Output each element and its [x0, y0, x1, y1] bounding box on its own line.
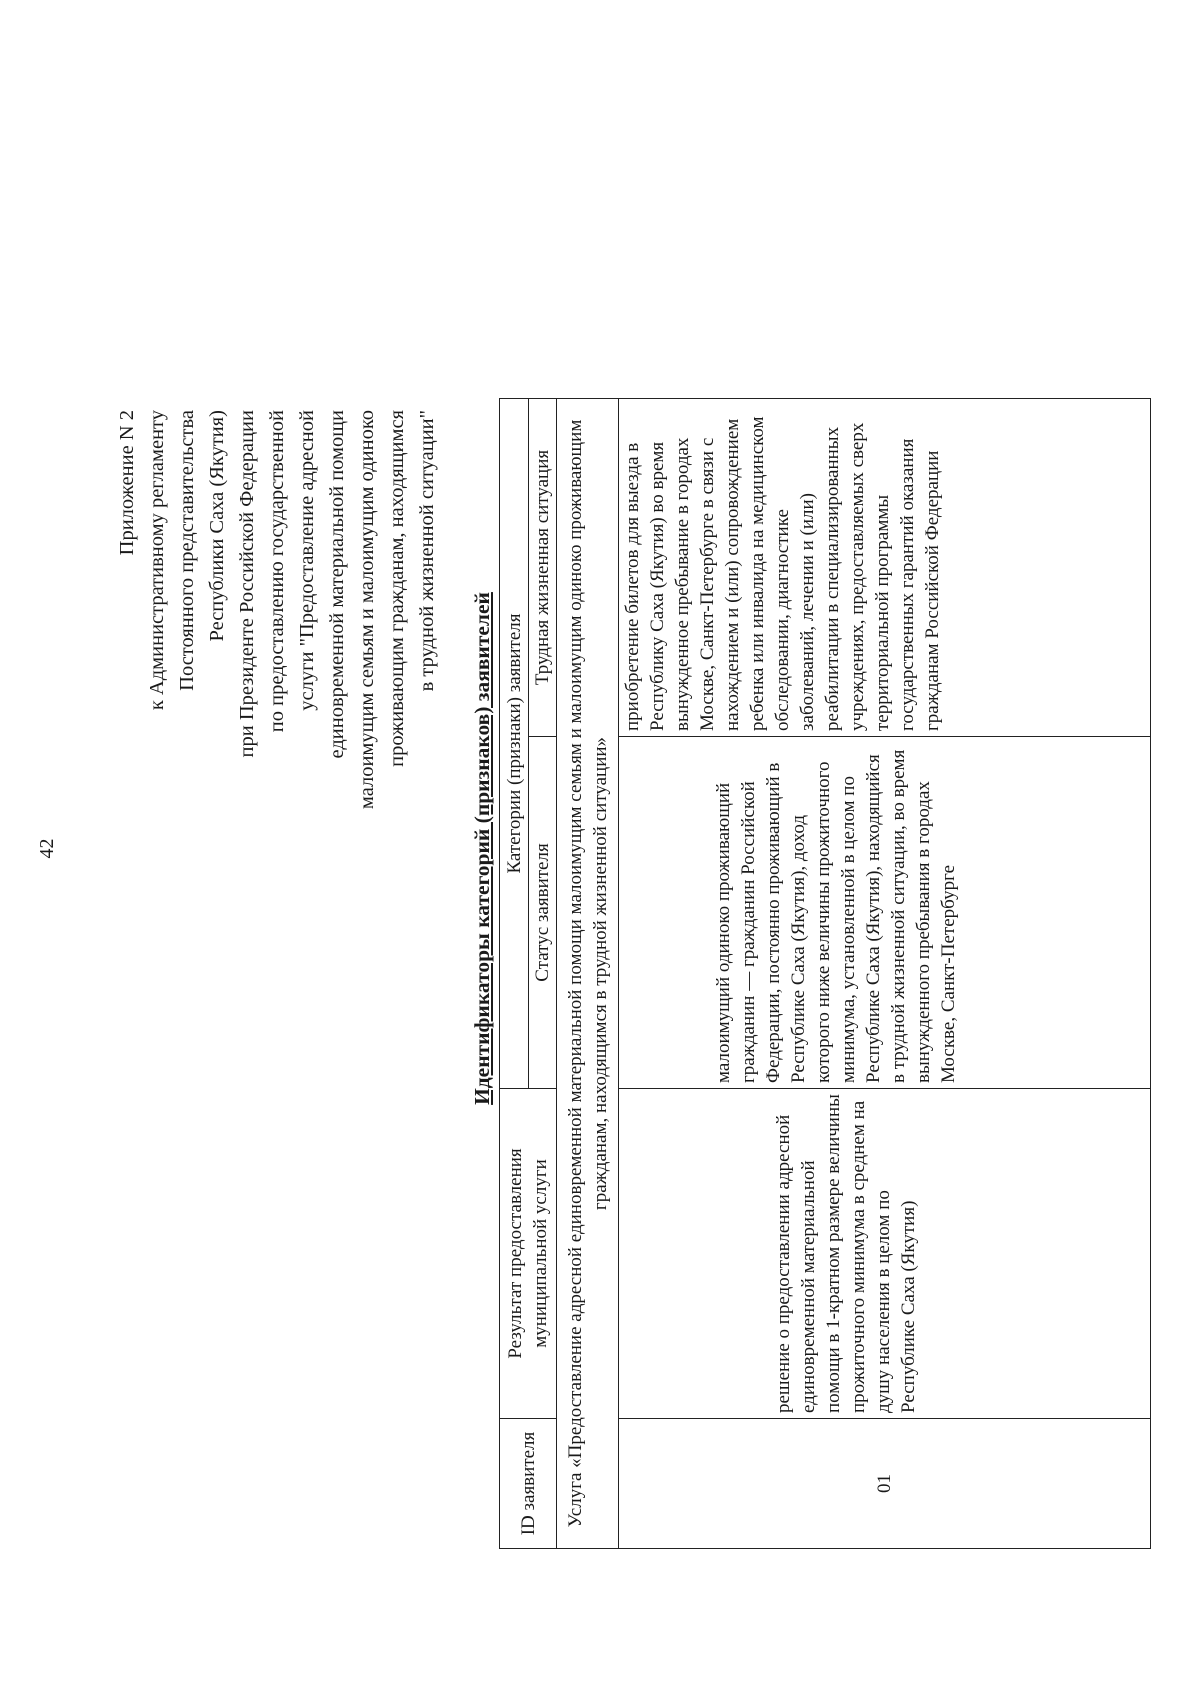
- header-result: Результат предоставления муниципальной услуги: [500, 1089, 557, 1419]
- document-title: Идентификаторы категорий (признаков) заявителей: [470, 592, 494, 1105]
- header-categories: Категории (признаки) заявителя: [500, 399, 529, 1089]
- identifiers-table: [499, 398, 1151, 1549]
- appendix-line: при Президенте Российской Федерации: [236, 410, 258, 758]
- situation-cell: [619, 399, 1151, 737]
- status-cell: [619, 737, 1151, 1089]
- appendix-line: Приложение N 2: [116, 410, 138, 556]
- appendix-header: [112, 410, 442, 1030]
- appendix-line: Постоянного представительства: [176, 410, 198, 691]
- status-text: малоимущий одиноко проживающий гражданин — гражданин Российской Федерации, постоянно проживающий в Республике Саха (Якутия), доход которого ниже величины прожиточного минимума, установленной в целом по Республике Саха (Якутия), находящийся в трудной жизненной ситуации, во время вынужденного пребывания в городах Москве, Санкт-Петербурге: [713, 749, 959, 1083]
- appendix-line: по предоставлению государственной: [266, 410, 288, 733]
- page-number: 42: [36, 838, 58, 859]
- header-situation: Трудная жизненная ситуация: [529, 399, 557, 737]
- appendix-line: в трудной жизненной ситуации": [416, 410, 438, 692]
- appendix-line: услуги "Предоставление адресной: [296, 410, 318, 711]
- applicant-id: 01: [619, 1419, 1151, 1549]
- result-cell: [619, 1089, 1151, 1419]
- appendix-line: проживающим гражданам, находящимся: [386, 410, 408, 767]
- header-status: Статус заявителя: [529, 737, 557, 1089]
- situation-text: приобретение билетов для выезда в Республику Саха (Якутия) во время вынужденное пребывание в городах Москве, Санкт-Петербурге в связи с нахождением и (или) сопровождением ребенка или инвалида на медицинском обследовании, диагностике заболеваний, лечении и (или) реабилитации в специализированных учреждениях, предоставляемых сверх территориальной программы государственных гарантий оказания гражданам Российской Федерации: [622, 416, 943, 731]
- table-header-row: [500, 399, 529, 1549]
- appendix-line: к Административному регламенту: [146, 410, 168, 711]
- appendix-line: малоимущим семьям и малоимущим одиноко: [356, 410, 378, 810]
- header-id: ID заявителя: [500, 1419, 557, 1549]
- appendix-line: единовременной материальной помощи: [326, 410, 348, 759]
- appendix-line: Республики Саха (Якутия): [206, 410, 228, 642]
- table-row: [619, 399, 1151, 1549]
- result-text: решение о предоставлении адресной единовременной материальной помощи в 1-кратном размере величины прожиточного минимума в среднем на душу населения в целом по Республике Саха (Якутия): [773, 1094, 919, 1413]
- service-name: Услуга «Предоставление адресной единовременной материальной помощи малоимущим семьям и малоимущим одиноко проживающим гражданам, находящимся в трудной жизненной ситуации»: [557, 399, 619, 1549]
- service-row: [557, 399, 619, 1549]
